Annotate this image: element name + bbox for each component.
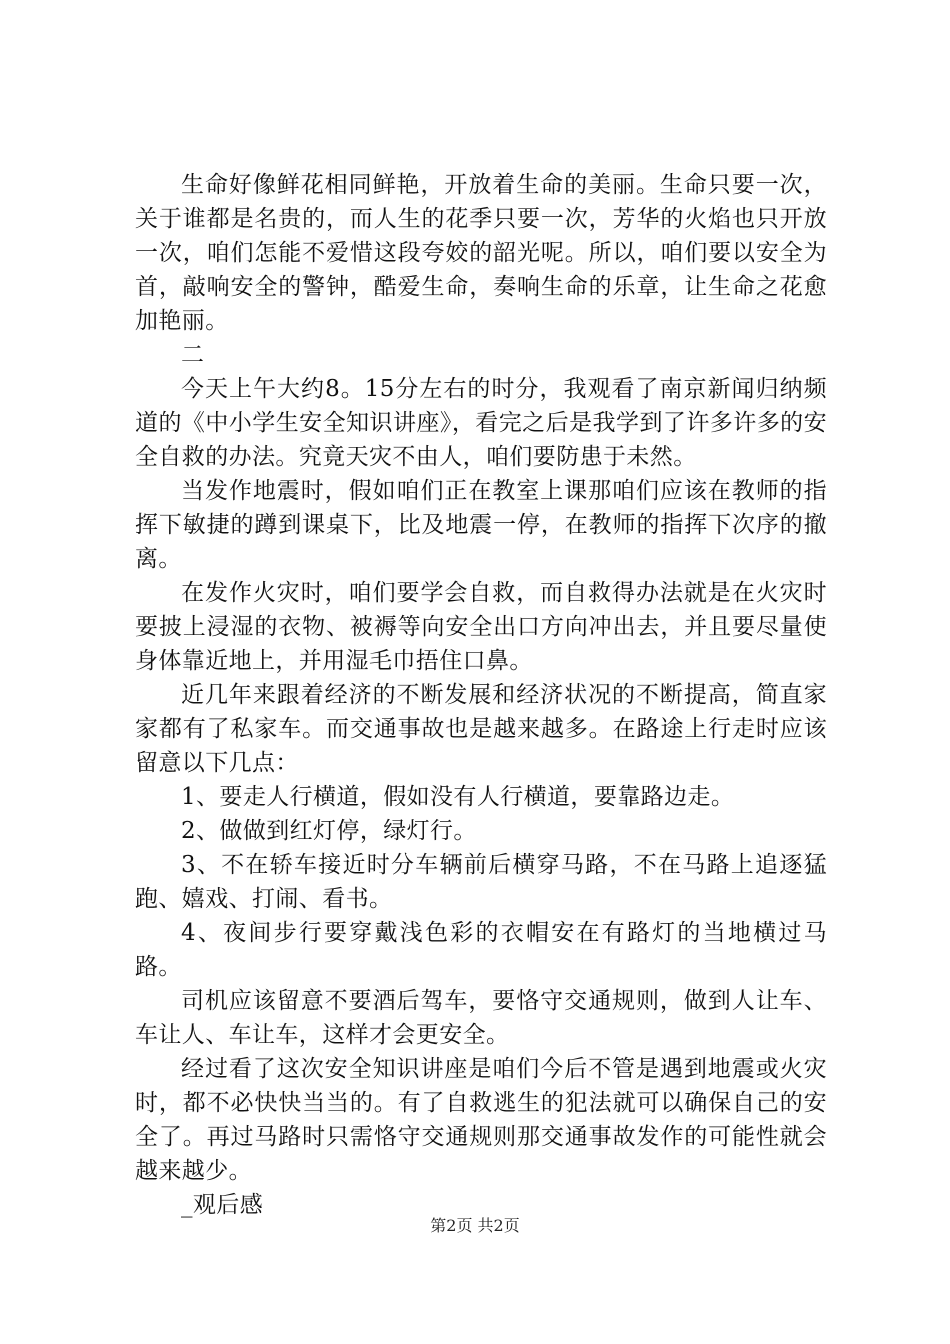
section-marker: 二 (181, 342, 205, 368)
list-item-2: 2、做做到红灯停，绿灯行。 (181, 818, 477, 844)
paragraph-intro: 生命好像鲜花相同鲜艳，开放着生命的美丽。生命只要一次，关于谁都是名贵的，而人生的花季只要一次，芳华的火焰也只开放一次，咱们怎能不爱惜这段夸姣的韶光呢。所以，咱们要以安全为首，敲响安全的警钟，酷爱生命，奏响生命的乐章，让生命之花愈加艳丽。 (135, 172, 827, 334)
paragraph-conclusion: 经过看了这次安全知识讲座是咱们今后不管是遇到地震或火灾时，都不必快快当当的。有了自救逃生的犯法就可以确保自己的安全了。再过马路时只需恪守交通规则那交通事故发作的可能性就会越来越少。 (135, 1056, 827, 1184)
document-body (135, 168, 827, 1222)
list-item-1: 1、要走人行横道，假如没有人行横道，要靠路边走。 (181, 784, 735, 810)
closing-label: _观后感 (181, 1192, 264, 1218)
paragraph-earthquake: 当发作地震时，假如咱们正在教室上课那咱们应该在教师的指挥下敏捷的蹲到课桌下，比及地震一停，在教师的指挥下次序的撤离。 (135, 478, 827, 572)
paragraph-lecture: 今天上午大约8。15分左右的时分，我观看了南京新闻归纳频道的《中小学生安全知识讲座》，看完之后是我学到了许多许多的安全自救的办法。究竟天灾不由人，咱们要防患于未然。 (135, 376, 827, 470)
list-item-3: 3、不在轿车接近时分车辆前后横穿马路，不在马路上追逐猛跑、嬉戏、打闹、看书。 (135, 852, 827, 912)
paragraph-traffic: 近几年来跟着经济的不断发展和经济状况的不断提高，简直家家都有了私家车。而交通事故也是越来越多。在路途上行走时应该留意以下几点： (135, 682, 827, 776)
page-number-footer: 第2页 共2页 (430, 1216, 520, 1235)
paragraph-drivers: 司机应该留意不要酒后驾车，要恪守交通规则，做到人让车、车让人、车让车，这样才会更安全。 (135, 988, 827, 1048)
paragraph-fire: 在发作火灾时，咱们要学会自救，而自救得办法就是在火灾时要披上浸湿的衣物、被褥等向安全出口方向冲出去，并且要尽量使身体靠近地上，并用湿毛巾捂住口鼻。 (135, 580, 827, 674)
list-item-4: 4、夜间步行要穿戴浅色彩的衣帽安在有路灯的当地横过马路。 (135, 920, 827, 980)
